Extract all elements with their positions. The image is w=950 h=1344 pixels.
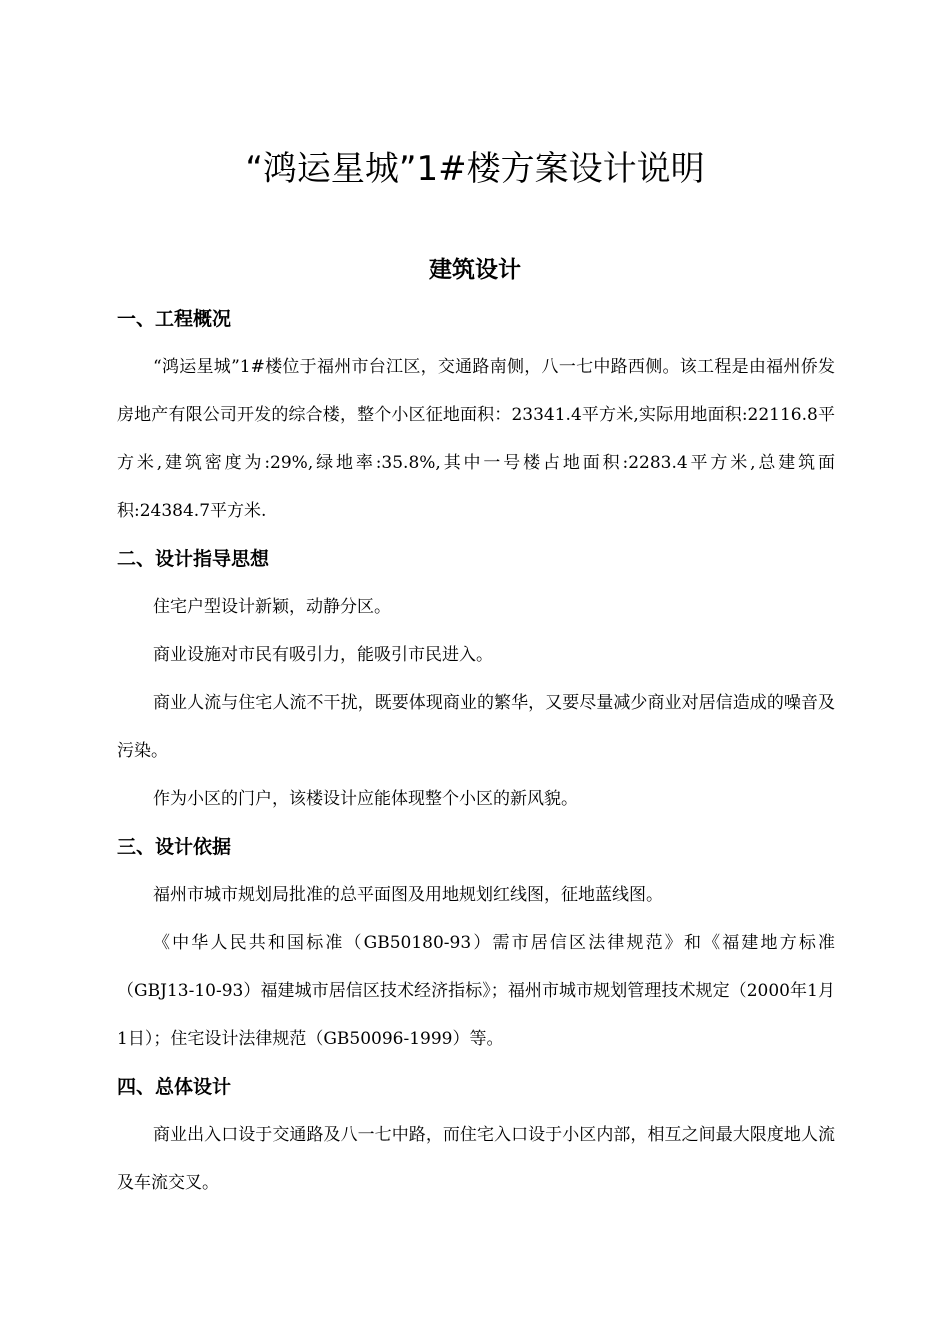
section-subtitle: 建筑设计 [429, 257, 521, 283]
paragraph-basis-1: 福州市城市规划局批准的总平面图及用地规划红线图，征地蓝线图。 [153, 885, 663, 905]
document-body [117, 300, 835, 1207]
heading-design-guideline: 二、设计指导思想 [117, 548, 270, 570]
document-title: “鸿运星城”1#楼方案设计说明 [245, 149, 705, 189]
paragraph-guideline-2: 商业设施对市民有吸引力，能吸引市民进入。 [153, 645, 493, 665]
heading-project-overview: 一、工程概况 [117, 308, 232, 330]
paragraph-guideline-1: 住宅户型设计新颖，动静分区。 [153, 597, 391, 617]
paragraph-project-overview: “鸿运星城”1#楼位于福州市台江区，交通路南侧，八一七中路西侧。该工程是由福州侨发房地产有限公司开发的综合楼，整个小区征地面积：23341.4平方米,实际用地面积:22116.8平方米,建筑密度为:29%,绿地率:35.8%,其中一号楼占地面积:2283.4平方米,总建筑面积:24384.7平方米. [117, 357, 835, 521]
paragraph-guideline-3: 商业人流与住宅人流不干扰，既要体现商业的繁华，又要尽量减少商业对居信造成的噪音及污染。 [117, 693, 835, 761]
paragraph-basis-2: 《中华人民共和国标准（GB50180-93）需市居信区法律规范》和《福建地方标准（GBJ13-10-93）福建城市居信区技术经济指标》；福州市城市规划管理技术规定（2000年1月1日）；住宅设计法律规范（GB50096-1999）等。 [117, 933, 835, 1049]
paragraph-guideline-4: 作为小区的门户，该楼设计应能体现整个小区的新风貌。 [153, 789, 578, 809]
heading-overall-design: 四、总体设计 [117, 1076, 232, 1098]
heading-design-basis: 三、设计依据 [117, 836, 232, 858]
paragraph-overall-design: 商业出入口设于交通路及八一七中路，而住宅入口设于小区内部，相互之间最大限度地人流及车流交叉。 [117, 1125, 835, 1193]
